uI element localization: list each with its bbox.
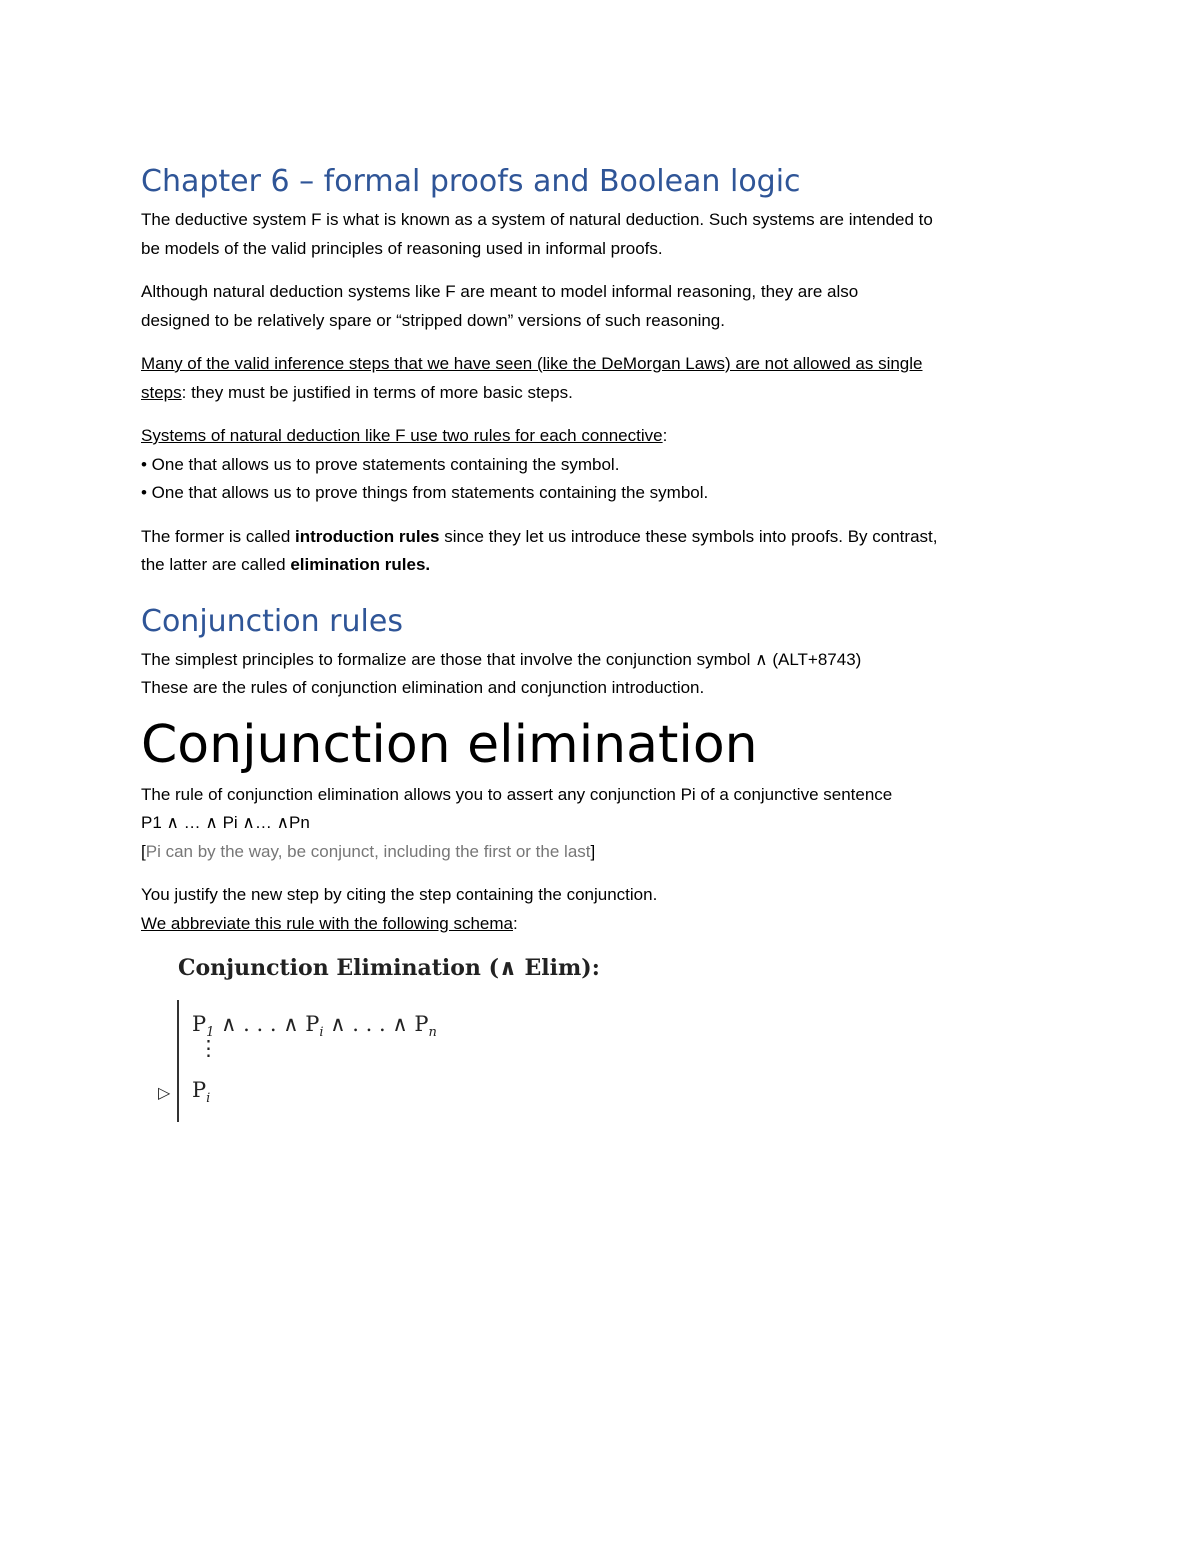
paragraph-line	[141, 379, 1071, 408]
period: .	[425, 555, 431, 574]
subscript: 1	[206, 1025, 215, 1041]
paragraph-line: The rule of conjunction elimination allows you to assert any conjunction Pi of a conjunctive sentence	[141, 784, 893, 804]
schema-premise	[192, 1012, 437, 1040]
symbol: P	[192, 1012, 207, 1036]
paragraph-text: the latter are called	[141, 555, 291, 574]
paragraph-line	[141, 551, 1071, 580]
section-heading: Conjunction rules	[141, 603, 403, 639]
paragraph-text: : they must be justified in terms of more basic steps.	[181, 382, 573, 402]
colon: :	[512, 913, 518, 933]
paragraph-line: Although natural deduction systems like F are meant to model informal reasoning, they are also	[141, 282, 859, 301]
paragraph-line	[141, 523, 1071, 552]
bold-term: introduction rules	[295, 526, 440, 546]
document-content	[141, 160, 1071, 938]
vertical-dots: ⋮	[198, 1036, 219, 1060]
fitch-bar	[177, 1000, 179, 1122]
underlined-text: We abbreviate this rule with the following schema	[141, 913, 513, 933]
symbol: ∧ . . . ∧ P	[323, 1012, 429, 1036]
symbol: P	[192, 1078, 207, 1102]
intro-paragraph-line: be models of the valid principles of reasoning used in informal proofs.	[141, 238, 663, 258]
bracket: ]	[590, 841, 596, 861]
rule-schema-figure	[158, 950, 638, 1130]
bullet-item: • One that allows us to prove statements containing the symbol.	[141, 454, 620, 474]
note-text: Pi can by the way, be conjunct, including the first or the last	[145, 841, 591, 861]
intro-paragraph-line: The deductive system F is what is known as a system of natural deduction. Such systems are intended to	[141, 210, 933, 229]
paragraph-line: These are the rules of conjunction elimination and conjunction introduction.	[141, 678, 705, 697]
subscript: i	[319, 1025, 324, 1041]
paragraph-line: designed to be relatively spare or “stripped down” versions of such reasoning.	[141, 310, 725, 330]
underlined-text: steps	[141, 382, 182, 402]
underlined-text: Many of the valid inference steps that we have seen (like the DeMorgan Laws) are not allowed as single	[141, 354, 923, 373]
paragraph-line: You justify the new step by citing the step containing the conjunction.	[141, 885, 658, 904]
paragraph-line	[141, 350, 1071, 379]
paragraph-line	[141, 910, 1071, 939]
bracket: [	[141, 841, 146, 861]
paragraph-line: The simplest principles to formalize are those that involve the conjunction symbol ∧ (ALT+8743)	[141, 649, 862, 669]
note-line	[141, 838, 1071, 867]
chapter-title: Chapter 6 – formal proofs and Boolean logic	[141, 164, 801, 199]
symbol: ∧ . . . ∧ P	[214, 1012, 320, 1036]
subscript: n	[428, 1025, 437, 1041]
bullet-item: • One that allows us to prove things from statements containing the symbol.	[141, 483, 709, 502]
bold-term: elimination rules	[290, 555, 426, 574]
formula-line: P1 ∧ … ∧ Pi ∧… ∧Pn	[141, 813, 310, 832]
colon: :	[662, 426, 668, 445]
conclusion-marker-icon: ▷	[158, 1083, 171, 1102]
subscript: i	[206, 1091, 211, 1107]
schema-conclusion	[192, 1078, 210, 1106]
paragraph-line	[141, 422, 1071, 451]
subsection-heading: Conjunction elimination	[141, 714, 758, 775]
underlined-text: Systems of natural deduction like F use two rules for each connective	[141, 426, 663, 445]
paragraph-text: since they let us introduce these symbols into proofs. By contrast,	[439, 526, 938, 546]
schema-title: Conjunction Elimination (∧ Elim):	[178, 955, 600, 981]
paragraph-text: The former is called	[141, 526, 295, 546]
